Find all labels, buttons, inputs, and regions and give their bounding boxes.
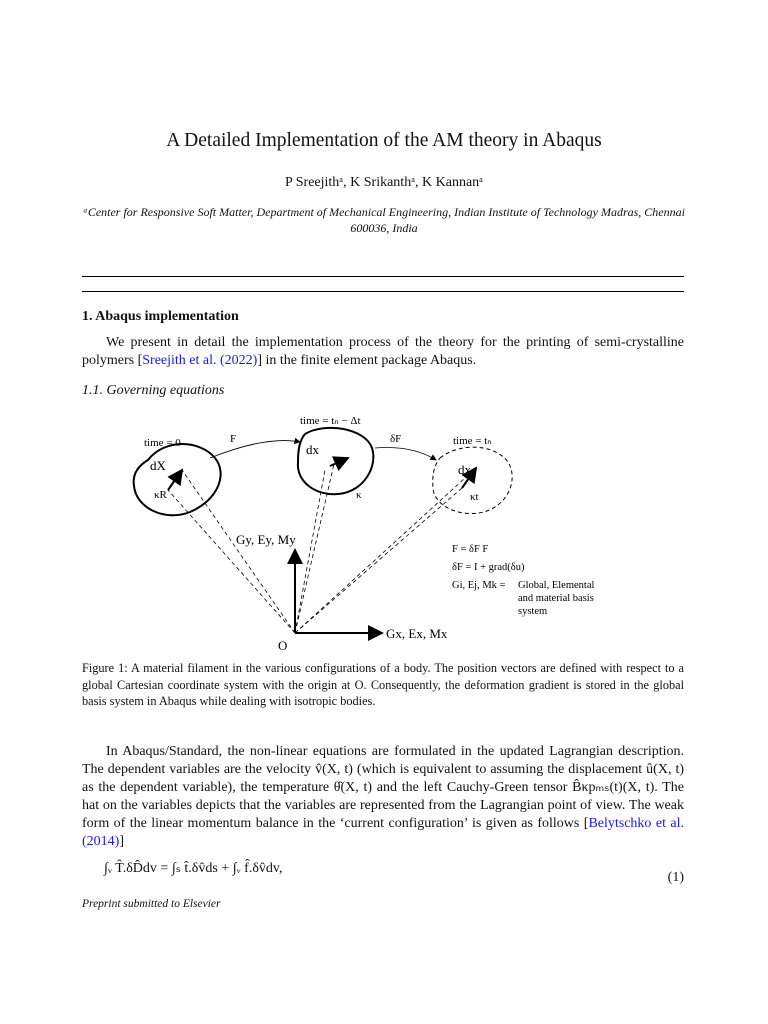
label-dx-mid: dx <box>306 442 319 457</box>
header-rule-bottom <box>82 291 684 292</box>
legend-line1: F = δF F <box>452 544 489 555</box>
subsection-heading: 1.1. Governing equations <box>82 383 225 398</box>
equation-1: ∫ᵥ T̂.δD̂dv = ∫ₛ t̂.δv̂ds + ∫ᵥ f̂.δv̂dv, <box>104 861 283 876</box>
reference-body <box>134 444 221 515</box>
label-dx-n: dx <box>458 462 471 477</box>
label-kappa-t: κt <box>470 491 479 503</box>
paper-title: A Detailed Implementation of the AM theory in Abaqus <box>166 130 602 151</box>
current-body <box>433 447 512 513</box>
body-paragraph: In Abaqus/Standard, the non-linear equations are formulated in the updated Lagrangian description. The dependent variables are the velocity v̂(X, t) (which is equivalent to assuming the displacement û(X, t) as the dependent variable), the temperature θ̂(X, t) and the left Cauchy-Green tensor B̂κpₘₛ(t)(X, t). The hat on the variables depicts that the variables are represented from the Lagrangian point of view. The weak form of the linear momentum balance in the ‘current configuration’ is given as follows [Belytschko et al. (2014)] <box>82 744 684 849</box>
label-time0: time = 0 <box>144 437 181 449</box>
citation-link-2[interactable]: Belytschko et al. (2014) <box>82 816 684 849</box>
label-axes-x: Gx, Ex, Mx <box>386 626 448 641</box>
legend-line3d: system <box>518 606 548 617</box>
legend-line3c: and material basis <box>518 593 594 604</box>
label-dX: dX <box>150 458 166 473</box>
citation-link[interactable]: Sreejith et al. (2022) <box>142 353 258 368</box>
label-time-mid: time = tₙ − Δt <box>300 415 361 427</box>
preprint-footer: Preprint submitted to Elsevier <box>82 898 221 910</box>
label-origin: O <box>278 638 288 653</box>
label-F1: F <box>230 433 237 445</box>
legend-line3b: Global, Elemental <box>518 580 595 591</box>
label-dF: δF <box>390 433 402 445</box>
label-axes-y: Gy, Ey, My <box>236 532 296 547</box>
configuration-figure <box>120 408 660 653</box>
label-kappa-mid: κ <box>356 489 362 501</box>
intermediate-body <box>298 428 374 494</box>
author-list: P Sreejithᵃ, K Srikanthᵃ, K Kannanᵃ <box>285 175 483 190</box>
figure-caption: Figure 1: A material filament in the various configurations of a body. The position vectors are defined with respect to a global Cartesian coordinate system with the origin at O. Consequently, the deformation gradient is stored in the global basis system in Abaqus while dealing with isotropic bodies. <box>82 661 684 708</box>
section-heading: 1. Abaqus implementation <box>82 309 239 324</box>
label-time-n: time = tₙ <box>453 435 492 447</box>
equation-number: (1) <box>667 870 684 885</box>
affiliation: ᵃCenter for Responsive Soft Matter, Department of Mechanical Engineering, Indian Institute of Technology Madras, Chennai 600036, India <box>83 205 685 235</box>
legend-line2: δF = I + grad(δu) <box>452 562 525 573</box>
legend-line3a: Gi, Ej, Mk = <box>452 580 506 591</box>
label-kappaR: κR <box>154 489 167 501</box>
header-rule-top <box>82 276 684 277</box>
intro-paragraph: We present in detail the implementation process of the theory for the printing of semi-crystalline polymers [Sreejith et al. (2022)] in the finite element package Abaqus. <box>82 335 684 368</box>
